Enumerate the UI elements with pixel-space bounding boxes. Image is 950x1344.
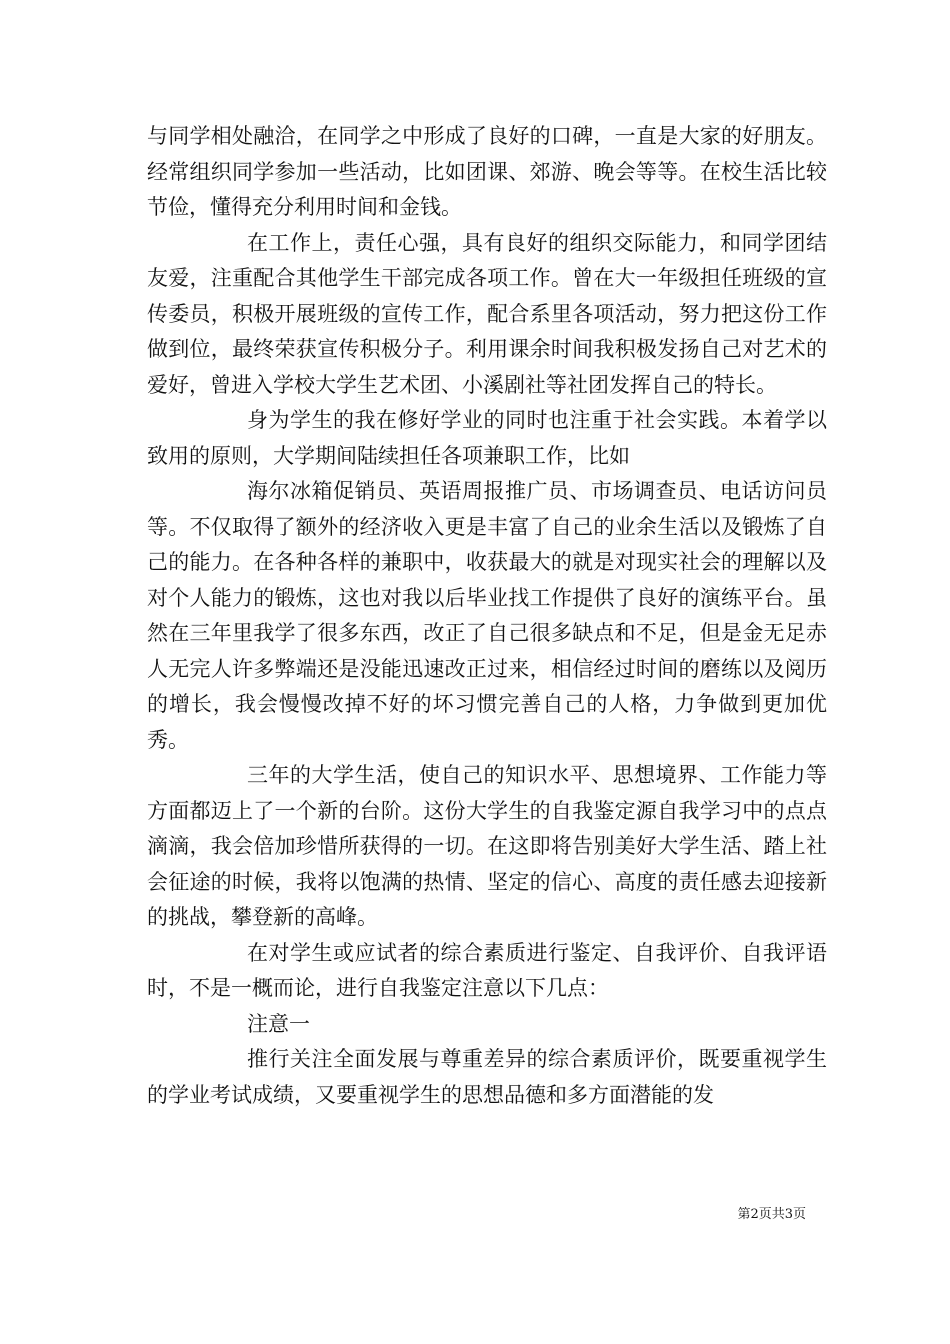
document-body [147, 119, 827, 1113]
paragraph-2: 在工作上，责任心强，具有良好的组织交际能力，和同学团结友爱，注重配合其他学生干部完成各项工作。曾在大一年级担任班级的宣传委员，积极开展班级的宣传工作，配合系里各项活动，努力把这份工作做到位，最终荣获宣传积极分子。利用课余时间我积极发扬自己对艺术的爱好，曾进入学校大学生艺术团、小溪剧社等社团发挥自己的特长。 [147, 230, 827, 397]
paragraph-4: 海尔冰箱促销员、英语周报推广员、市场调查员、电话访问员等。不仅取得了额外的经济收入更是丰富了自己的业余生活以及锻炼了自己的能力。在各种各样的兼职中，收获最大的就是对现实社会的理解以及对个人能力的锻炼，这也对我以后毕业找工作提供了良好的演练平台。虽然在三年里我学了很多东西，改正了自己很多缺点和不足，但是金无足赤人无完人许多弊端还是没能迅速改正过来，相信经过时间的磨练以及阅历的增长，我会慢慢改掉不好的坏习惯完善自己的人格，力争做到更加优秀。 [147, 479, 827, 752]
paragraph-1: 与同学相处融洽，在同学之中形成了良好的口碑，一直是大家的好朋友。经常组织同学参加一些活动，比如团课、郊游、晚会等等。在校生活比较节俭，懂得充分利用时间和金钱。 [147, 124, 827, 219]
paragraph-3: 身为学生的我在修好学业的同时也注重于社会实践。本着学以致用的原则，大学期间陆续担任各项兼职工作，比如 [147, 408, 827, 468]
paragraph-7: 推行关注全面发展与尊重差异的综合素质评价，既要重视学生的学业考试成绩，又要重视学生的思想品德和多方面潜能的发 [147, 1047, 827, 1107]
paragraph-5: 三年的大学生活，使自己的知识水平、思想境界、工作能力等方面都迈上了一个新的台阶。这份大学生的自我鉴定源自我学习中的点点滴滴，我会倍加珍惜所获得的一切。在这即将告别美好大学生活、踏上社会征途的时候，我将以饱满的热情、坚定的信心、高度的责任感去迎接新的挑战，攀登新的高峰。 [147, 763, 827, 929]
page-number-footer: 第2页共3页 [737, 1207, 806, 1222]
paragraph-6: 在对学生或应试者的综合素质进行鉴定、自我评价、自我评语时，不是一概而论，进行自我鉴定注意以下几点： [147, 940, 827, 1000]
section-heading-note-one: 注意一 [247, 1011, 310, 1036]
